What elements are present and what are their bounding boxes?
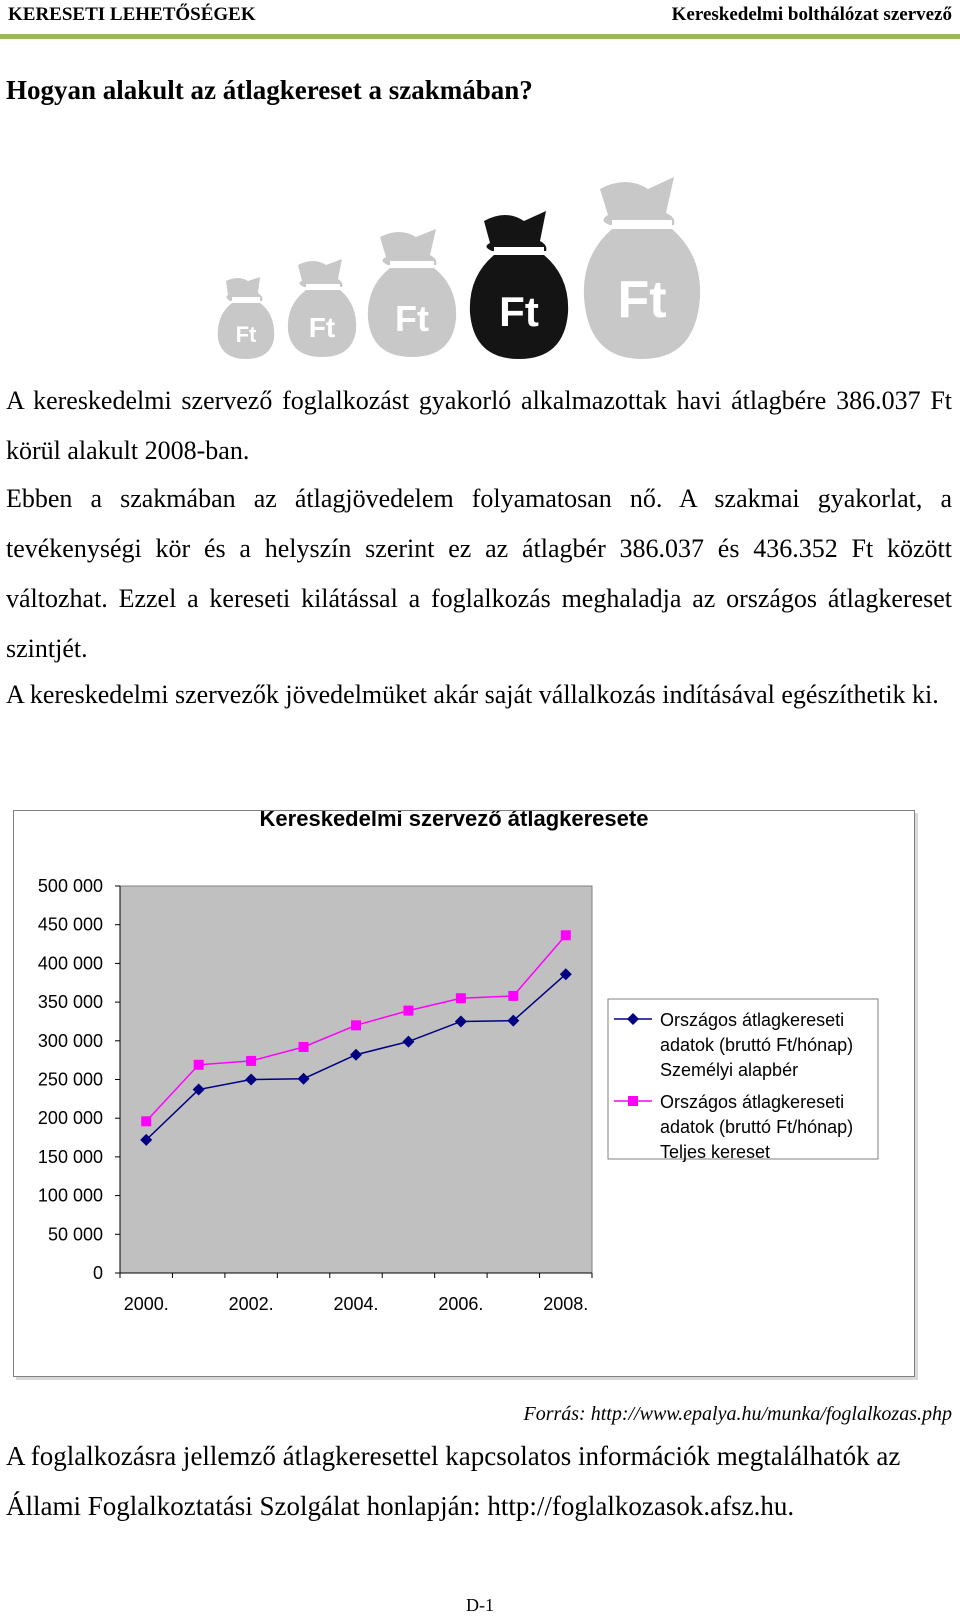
paragraph-income-growth: Ebben a szakmában az átlagjövedelem folyamatosan nő. A szakmai gyakorlat, a tevékenységi kör és a helyszín szerint ez az átlagbér 386.037 és 436.352 Ft között változhat. Ezzel a kereseti kilátással a foglalkozás meghaladja az országos átlagkereset szintjét. bbox=[6, 484, 952, 663]
page-header bbox=[4, 0, 952, 37]
header-rule bbox=[0, 34, 960, 39]
wage-chart-svg bbox=[14, 811, 914, 1376]
bag-label: Ft bbox=[395, 298, 429, 339]
data-point-square bbox=[194, 1060, 204, 1070]
header-section-title: KERESETI LEHETŐSÉGEK bbox=[8, 4, 256, 25]
header-occupation-title: Kereskedelmi bolthálózat szervező bbox=[671, 4, 952, 25]
money-bag-highlight-icon bbox=[470, 211, 568, 359]
y-tick-label: 250 000 bbox=[37, 1069, 103, 1090]
data-point-square bbox=[561, 930, 571, 940]
data-point-square bbox=[141, 1116, 151, 1126]
legend-label: Személyi alapbér bbox=[660, 1060, 799, 1080]
bag-label: Ft bbox=[235, 322, 257, 347]
money-bags-illustration bbox=[210, 175, 730, 375]
paragraph-more-info: A foglalkozásra jellemző átlagkeresettel kapcsolatos információk megtalálhatók az Állami Foglalkoztatási Szolgálat honlapján: http://foglalkozasok.afsz.hu. bbox=[6, 1441, 901, 1521]
paragraph-own-business: A kereskedelmi szervezők jövedelmüket akár saját vállalkozás indításával egészíthetik ki. bbox=[6, 680, 939, 709]
legend-label: adatok (bruttó Ft/hónap) bbox=[660, 1035, 854, 1055]
chart-title: Kereskedelmi szervező átlagkeresete bbox=[259, 811, 649, 831]
wage-chart bbox=[13, 810, 915, 1377]
bag-label: Ft bbox=[308, 312, 336, 343]
section-question: Hogyan alakult az átlagkereset a szakmában? bbox=[6, 75, 533, 105]
money-bag-icon bbox=[584, 177, 700, 359]
bag-label: Ft bbox=[499, 288, 539, 335]
y-tick-label: 50 000 bbox=[47, 1224, 103, 1245]
plot-area bbox=[120, 886, 592, 1273]
y-tick-label: 150 000 bbox=[37, 1146, 103, 1167]
money-bag-icon bbox=[288, 259, 356, 357]
x-tick-label: 2004. bbox=[333, 1294, 379, 1314]
money-bag-icon bbox=[218, 277, 274, 359]
y-tick-label: 400 000 bbox=[37, 953, 103, 974]
y-tick-label: 0 bbox=[92, 1263, 103, 1283]
legend-label: Teljes kereset bbox=[660, 1142, 771, 1162]
data-point-square bbox=[508, 991, 518, 1001]
legend-marker-square bbox=[628, 1096, 638, 1106]
money-bag-icon bbox=[368, 229, 456, 357]
y-tick-label: 450 000 bbox=[37, 914, 103, 935]
y-tick-label: 500 000 bbox=[37, 876, 103, 896]
data-point-square bbox=[456, 993, 466, 1003]
y-tick-label: 350 000 bbox=[37, 992, 103, 1013]
legend-label: adatok (bruttó Ft/hónap) bbox=[660, 1117, 854, 1137]
x-tick-label: 2006. bbox=[438, 1294, 484, 1314]
y-tick-label: 200 000 bbox=[37, 1108, 103, 1129]
legend-label: Országos átlagkereseti bbox=[660, 1092, 845, 1112]
bag-label: Ft bbox=[617, 271, 667, 329]
x-tick-label: 2000. bbox=[123, 1294, 169, 1314]
x-tick-label: 2008. bbox=[543, 1294, 589, 1314]
y-tick-label: 300 000 bbox=[37, 1030, 103, 1051]
page-number: D-1 bbox=[466, 1595, 494, 1615]
data-point-square bbox=[403, 1006, 413, 1016]
x-tick-label: 2002. bbox=[228, 1294, 274, 1314]
data-point-square bbox=[246, 1056, 256, 1066]
legend-label: Országos átlagkereseti bbox=[660, 1010, 845, 1030]
data-point-square bbox=[299, 1042, 309, 1052]
y-tick-label: 100 000 bbox=[37, 1185, 103, 1206]
paragraph-average-wage: A kereskedelmi szervező foglalkozást gyakorló alkalmazottak havi átlagbére 386.037 Ft körül alakult 2008-ban. bbox=[6, 386, 952, 465]
data-point-square bbox=[351, 1020, 361, 1030]
source-citation: Forrás: http://www.epalya.hu/munka/foglalkozas.php bbox=[523, 1403, 952, 1425]
